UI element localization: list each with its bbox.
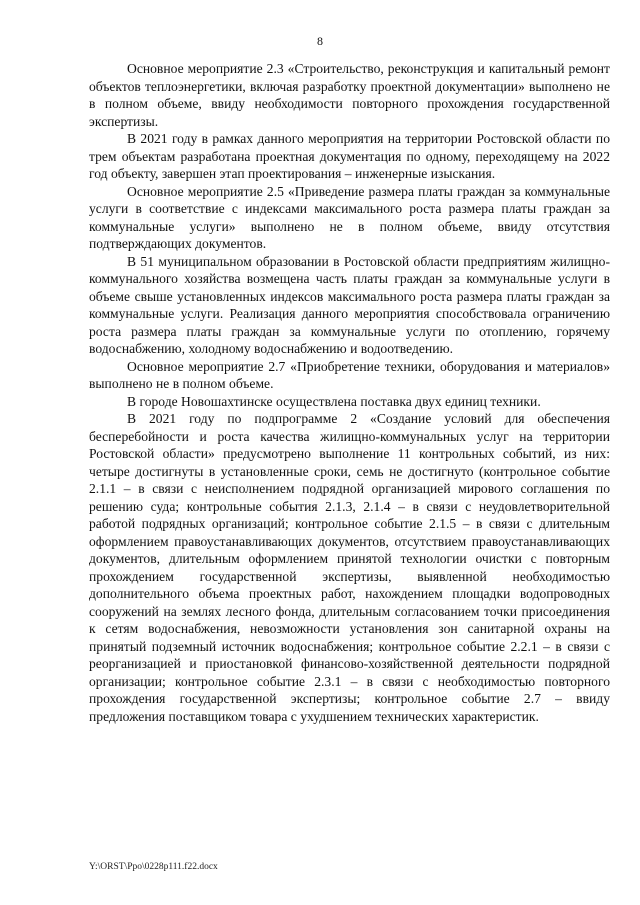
paragraph-2021-design: В 2021 году в рамках данного мероприятия на территории Ростовской области по трем объектам разработана проектная документация по одному, переходящему на 2022 год объекту, завершен этап проектирования – инженерные изыскания. bbox=[89, 131, 610, 181]
footer-file-path: Y:\ORST\Ppo\0228p111.f22.docx bbox=[89, 862, 218, 872]
document-body bbox=[89, 60, 610, 725]
paragraph-measure-2-5: Основное мероприятие 2.5 «Приведение размера платы граждан за коммунальные услуги в соответствие с индексами максимального роста размера платы граждан за коммунальные услуги» выполнено не в полном объеме, ввиду отсутствия подтверждающих документов. bbox=[89, 183, 610, 251]
paragraph-novoshakhtinsk: В городе Новошахтинске осуществлена поставка двух единиц техники. bbox=[127, 393, 541, 409]
paragraph-51-municipalities: В 51 муниципальном образовании в Ростовской области предприятиям жилищно-коммунального хозяйства возмещена часть платы граждан за коммунальные услуги в объеме свыше установленных индексов максимального роста размера платы граждан за коммунальные услуги. Реализация данного мероприятия способствовала ограничению роста размера платы граждан за коммунальные услуги по отоплению, горячему водоснабжению, холодному водоснабжению и водоотведению. bbox=[89, 253, 610, 356]
paragraph-control-events: В 2021 году по подпрограмме 2 «Создание условий для обеспечения бесперебойности и роста качества жилищно-коммунальных услуг на территории Ростовской области» предусмотрено выполнение 11 контрольных событий, из них: четыре достигнуты в установленные сроки, семь не достигнуто (контрольное событие 2.1.1 – в связи с неисполнением подрядной организацией мирового соглашения по решению суда; контрольные события 2.1.3, 2.1.4 – в связи с неудовлетворительной работой подрядных организаций; контрольное событие 2.1.5 – в связи с длительным оформлением правоустанавливающих документов, отсутствием правоустанавливающих документов, длительным оформлением принятой технологии очистки с повторным прохождением государственной экспертизы, выявленной необходимостью дополнительного объема проектных работ, нахождением площадки водопроводных сооружений на землях лесного фонда, длительным согласованием точки присоединения к сетям водоснабжения, невозможности установления зон санитарной охраны на принятый подземный источник водоснабжения; контрольное событие 2.2.1 – в связи с реорганизацией и приостановкой финансово-хозяйственной деятельности подрядной организации; контрольное событие 2.3.1 – в связи с необходимостью повторного прохождения государственной экспертизы; контрольное событие 2.7 – ввиду предложения поставщиком товара с ухудшением технических характеристик. bbox=[89, 411, 610, 724]
page-number: 8 bbox=[317, 34, 323, 48]
paragraph-measure-2-3: Основное мероприятие 2.3 «Строительство, реконструкция и капитальный ремонт объектов теплоэнергетики, включая разработку проектной документации» выполнено не в полном объеме, ввиду необходимости повторного прохождения государственной экспертизы. bbox=[89, 61, 610, 129]
paragraph-measure-2-7: Основное мероприятие 2.7 «Приобретение техники, оборудования и материалов» выполнено не в полном объеме. bbox=[89, 358, 610, 391]
